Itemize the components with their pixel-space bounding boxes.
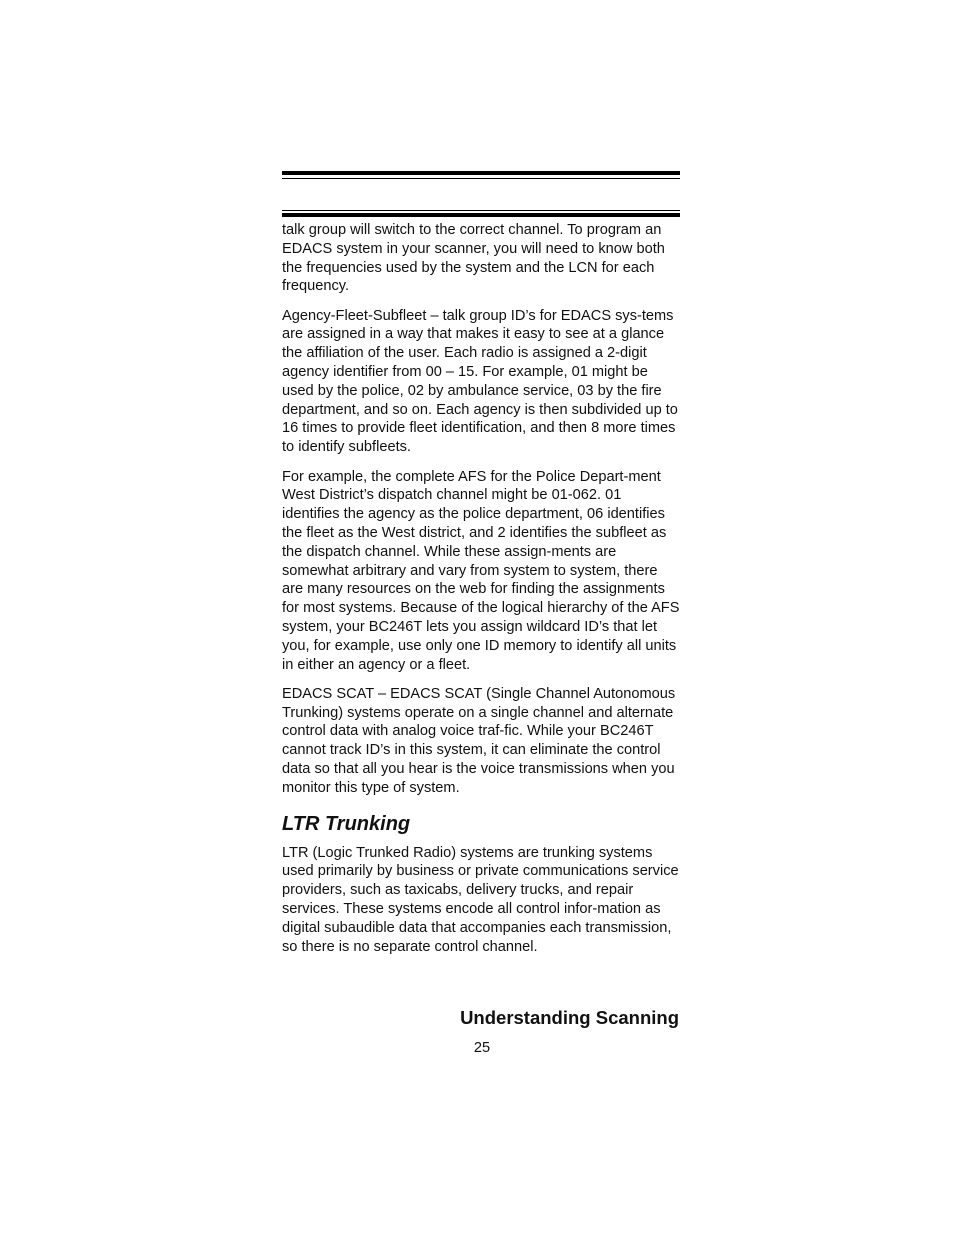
paragraph-afs-example: For example, the complete AFS for the Police Depart-ment West District’s dispatch channel might be 01-062. 01 identifies the agency as the police department, 06 identifies the fleet as the West district, and 2 identifies the subfleet as the dispatch channel. While these assign-ments are somewhat arbitrary and vary from system to system, there are many resources on the web for finding the assignments for most systems. Because of the logical hierarchy of the AFS system, your BC246T lets you assign wildcard ID’s that let you, for example, use only one ID memory to identify all units in either an agency or a fleet. (282, 468, 680, 673)
paragraph-edacs-channel: talk group will switch to the correct channel. To program an EDACS system in your scanner, you will need to know both the frequencies used by the system and the LCN for each frequency. (282, 222, 665, 295)
paragraph-edacs-scat: EDACS SCAT – EDACS SCAT (Single Channel Autonomous Trunking) systems operate on a single channel and alternate control data with analog voice traf-fic. While your BC246T cannot track ID’s in this system, it can eliminate the control data so that all you hear is the voice transmissions when you monitor this type of system. (282, 685, 676, 796)
paragraph-agency-fleet-subfleet: Agency-Fleet-Subfleet – talk group ID’s for EDACS sys-tems are assigned in a way that makes it easy to see at a glance the affiliation of the user. Each radio is assigned a 2-digit agency identifier from 00 – 15. For example, 01 might be used by the police, 02 by ambulance service, 03 by the fire department, and so on. Each agency is then subdivided up to 16 times to provide fleet identification, and then 8 more times to identify subfleets. (282, 307, 678, 456)
paragraph-ltr: LTR (Logic Trunked Radio) systems are trunking systems used primarily by business or private communications service providers, such as taxicabs, delivery trucks, and repair services. These systems encode all control infor-mation as digital subaudible data that accompanies each transmission, so there is no separate control channel. (282, 844, 679, 955)
divider-rule-thick (282, 213, 680, 217)
page-number: 25 (473, 1040, 491, 1056)
header-rule-thick (282, 171, 680, 175)
chapter-title: Understanding Scanning (460, 1007, 679, 1028)
header-rule-thin (282, 178, 680, 179)
page-body (282, 221, 680, 967)
divider-rule-thin (282, 210, 680, 211)
section-heading-ltr-trunking: LTR Trunking (282, 812, 411, 835)
